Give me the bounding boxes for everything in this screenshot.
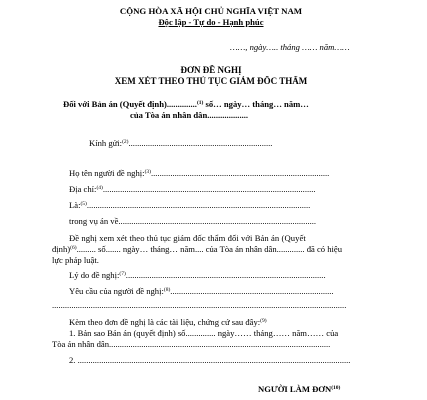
signature-footnote: (10) <box>331 385 341 391</box>
field-footnote: (4) <box>96 185 103 191</box>
request-text-a: định) <box>52 244 71 254</box>
field-footnote: (3) <box>144 169 151 175</box>
signature-label <box>258 384 340 395</box>
motto-text: Độc lập - Tự do - Hạnh phúc <box>158 17 264 27</box>
field-role <box>69 200 310 211</box>
field-case <box>69 216 316 227</box>
request-line-1: Đề nghị xem xét theo thủ tục giám đốc thẩm đối với Bản án (Quyết <box>69 233 306 243</box>
demand-dots: ............................................................................ <box>170 286 334 296</box>
subject-rest: số… ngày… tháng… năm… <box>203 99 309 109</box>
kinh-gui-line <box>89 138 272 149</box>
attachments-footnote: (9) <box>260 318 267 324</box>
demand-line <box>69 286 334 297</box>
field-label: Là: <box>69 200 81 210</box>
field-dots: ........................................................................................................ <box>86 200 311 210</box>
field-full-name <box>69 168 329 179</box>
subject-line-1 <box>63 99 309 110</box>
field-dots: ................................................................................... <box>150 168 330 178</box>
demand-footnote: (8) <box>163 287 171 293</box>
field-dots: ............................................................................................ <box>118 216 317 226</box>
field-address <box>69 184 316 195</box>
document-subtitle: XEM XÉT THEO THỦ TỤC GIÁM ĐỐC THẨM <box>114 76 308 86</box>
attachments-intro <box>69 317 267 328</box>
reason-dots: ............................................................................................. <box>125 270 326 280</box>
demand-extra-line: ......................................................................................................................................... <box>52 300 347 310</box>
date-line: ……, ngày….. tháng …… năm…… <box>230 42 350 52</box>
field-dots: ................................................................................................... <box>102 184 316 194</box>
kinh-gui-label: Kính gửi: <box>89 138 123 148</box>
country-heading: CỘNG HÒA XÃ HỘI CHỦ NGHĨA VIỆT NAM <box>119 6 303 16</box>
request-line-2 <box>52 244 342 255</box>
attachments-intro-text: Kèm theo đơn đề nghị là các tài liệu, chứng cứ sau đây: <box>69 317 261 327</box>
field-label: Họ tên người đề nghị: <box>69 168 145 178</box>
attachment-item-1-cont: Tòa án nhân dân....................................................................................................... <box>52 339 331 349</box>
demand-label: Yêu cầu của người đề nghị: <box>69 286 164 296</box>
field-label: trong vụ án về <box>69 216 119 226</box>
request-footnote: (6) <box>70 245 77 251</box>
motto <box>0 17 422 28</box>
subject-line-2: của Tòa án nhân dân................... <box>130 110 249 120</box>
field-label: Địa chỉ: <box>69 184 97 194</box>
subject-text: Đối với Bản án (Quyết định).............. <box>63 99 197 109</box>
request-text-b: ......... số....... ngày… tháng… năm.... của Tòa án nhân dân............. đã có hiệu <box>76 244 343 254</box>
field-footnote: (5) <box>80 201 87 207</box>
reason-footnote: (7) <box>119 271 126 277</box>
subject-footnote: (1) <box>196 100 204 106</box>
kinh-gui-footnote: (2) <box>122 139 129 145</box>
kinh-gui-dots: ................................................................... <box>128 138 273 148</box>
reason-label: Lý do đề nghị: <box>69 270 120 280</box>
attachment-item-2: 2. ............................................................................................................................... <box>69 355 351 365</box>
reason-line <box>69 270 326 281</box>
signature-text: NGƯỜI LÀM ĐƠN <box>258 384 332 394</box>
document-title: ĐƠN ĐỀ NGHỊ <box>180 65 242 75</box>
attachment-item-1: 1. Bản sao Bản án (quyết định) số.............. ngày…… tháng…… năm…… của <box>69 328 339 338</box>
request-line-3: lực pháp luật. <box>52 255 99 265</box>
